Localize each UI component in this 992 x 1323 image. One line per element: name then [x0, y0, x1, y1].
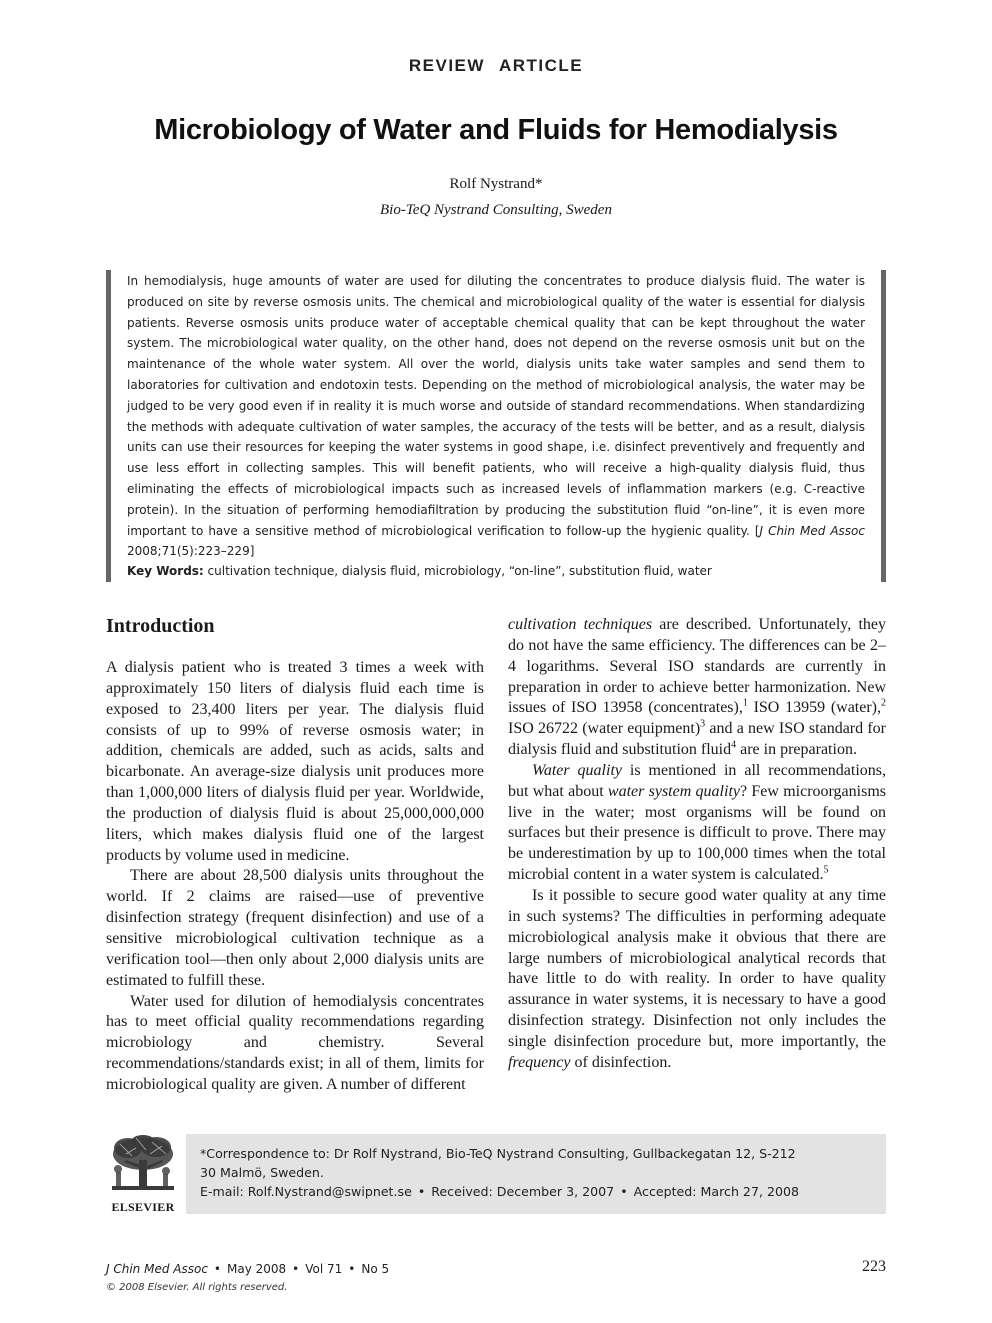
keywords [127, 564, 865, 578]
bullet-separator: • [417, 1184, 426, 1199]
section-label [0, 56, 992, 76]
correspondence-line: 30 Malmö, Sweden. [200, 1165, 324, 1180]
text-run: ISO 26722 (water equipment) [508, 720, 701, 738]
bullet-separator: • [213, 1262, 221, 1276]
text-run: are described. Unfortunately, they do not have the same efficiency. The differences can be 2–4 logarithms. Several ISO standards are currently in preparation in order to achieve better harmonization. New issues of ISO 13958 (concentrates), [508, 616, 886, 717]
emphasis: frequency [508, 1053, 571, 1071]
accepted-date: Accepted: March 27, 2008 [633, 1184, 800, 1199]
author-affiliation: Bio-TeQ Nystrand Consulting, Sweden [380, 202, 612, 218]
email-link[interactable]: E-mail: Rolf.Nystrand@swipnet.se [200, 1184, 412, 1199]
paragraph [508, 761, 886, 886]
keywords-list: cultivation technique, dialysis fluid, microbiology, “on-line”, substitution fluid, water [203, 564, 712, 578]
bullet-separator: • [348, 1262, 356, 1276]
abstract-box [106, 270, 886, 582]
reference-link[interactable]: 1 [742, 698, 748, 710]
article-title: Microbiology of Water and Fluids for Hemodialysis [154, 114, 838, 146]
footer-date: May 2008 [227, 1262, 287, 1276]
paragraph: There are about 28,500 dialysis units throughout the world. If 2 claims are raised—use of preventive disinfection strategy (frequent disinfection) and use of a sensitive microbiological cultivation technique as a verification tool—then only about 2,000 dialysis units are estimated to fulfill these. [106, 867, 484, 989]
abstract-body: In hemodialysis, huge amounts of water are used for diluting the concentrates to produce dialysis fluid. The water is produced on site by reverse osmosis units. The chemical and microbiological quality of the water is essential for dialysis patients. Reverse osmosis units produce water of acceptable chemical quality that can be kept throughout the water system. The microbiological water quality, on the other hand, does not depend on the reverse osmosis unit but on the maintenance of the whole water system. All over the world, dialysis units take water samples and send them to laboratories for cultivation and endotoxin tests. Depending on the method of microbiological analysis, the water may be judged to be very good even if in reality it is much worse and outside of standard recommendations. When standardizing the methods with adequate cultivation of water samples, the accuracy of the tests will be better, and as a result, dialysis units can use their resources for keeping the water systems in good shape, i.e. disinfect preventively and frequently and use less effort in collecting samples. This will benefit patients, who will receive a high-quality dialysis fluid, thus eliminating the effects of microbiological impacts such as increased levels of inflammation markers (e.g. C-reactive protein). In the situation of performing hemodiafiltration by producing the substitution fluid “on-line”, it is even more important to have a sensitive method of microbiological verification to follow-up the hygienic quality. [ [127, 274, 865, 538]
publisher-name: ELSEVIER [111, 1200, 175, 1214]
paragraph [508, 886, 886, 1074]
elsevier-tree-icon [106, 1134, 180, 1200]
emphasis: water system quality [607, 782, 740, 800]
footer-issue: No 5 [361, 1262, 390, 1276]
emphasis: cultivation techniques [508, 616, 653, 633]
journal-footer [106, 1262, 389, 1276]
page-number: 223 [862, 1258, 886, 1275]
correspondence-dates [200, 1182, 872, 1201]
section-label-word: ARTICLE [498, 56, 584, 75]
reference-link[interactable]: 4 [731, 739, 737, 751]
text-run: is mentioned in all recommendations, but what about [508, 761, 886, 800]
reference-link[interactable]: 5 [823, 864, 829, 876]
footer-volume: Vol 71 [305, 1262, 343, 1276]
abstract-text [127, 271, 865, 562]
text-run: ? Few microorganisms live in the water; most organisms will be found on surfaces but their presence is difficult to prove. There may be underestimation by up to 100,000 times when the total microbial content in a water system is calculated. [508, 782, 887, 884]
reference-link[interactable]: 2 [881, 698, 887, 710]
keywords-label: Key Words: [127, 564, 204, 578]
section-label-word: REVIEW [408, 56, 485, 75]
body-column-right [508, 615, 886, 1074]
body-column-left [106, 614, 484, 1096]
author-name: Rolf Nystrand* [449, 176, 543, 192]
text-run: Is it possible to secure good water quality at any time in such systems? The difficulties in performing adequate microbiological analysis make it obvious that there are large numbers of microbiological analytical records that have little to do with reality. In order to have quality assurance in water systems, it is necessary to have a good disinfection strategy. Disinfection not only includes the single disinfection procedure but, more importantly, the [508, 886, 886, 1050]
text-run: ISO 13959 (water), [747, 699, 882, 717]
paragraph: Water used for dilution of hemodialysis concentrates has to meet official quality recommendations regarding microbiology and chemistry. Several recommendations/standards exist; in all of them, limits for microbiological quality are given. A number of different [106, 992, 484, 1093]
paragraph: A dialysis patient who is treated 3 times a week with approximately 150 liters of dialysis fluid each time is exposed to 23,400 liters per year. The dialysis fluid consists of up to 99% of reverse osmosis water; in addition, chemicals are added, such as acids, salts and bicarbonate. An average-size dialysis unit produces more than 1,000,000 liters of dialysis fluid per year. Worldwide, the production of dialysis fluid is about 25,000,000,000 liters, which makes dialysis fluid one of the largest products by volume used in medicine. [106, 659, 484, 864]
publisher-logo [106, 1134, 180, 1214]
footer-journal: J Chin Med Assoc [106, 1262, 208, 1276]
correspondence-box [106, 1134, 886, 1214]
bullet-separator: • [620, 1184, 628, 1199]
paragraph [508, 615, 886, 761]
correspondence-line: *Correspondence to: Dr Rolf Nystrand, Bio-TeQ Nystrand Consulting, Gullbackegatan 12, S-212 [200, 1146, 796, 1161]
bullet-separator: • [292, 1262, 300, 1276]
section-heading: Introduction [106, 615, 215, 637]
reference-link[interactable]: 3 [700, 718, 706, 730]
text-run: are in preparation. [736, 741, 857, 759]
text-run: and a new ISO standard for dialysis fluid and substitution fluid [508, 720, 886, 759]
correspondence-info [186, 1134, 886, 1214]
abstract-citation-journal: J Chin Med Assoc [759, 523, 865, 538]
text-run: of disinfection. [570, 1053, 672, 1071]
received-date: Received: December 3, 2007 [431, 1184, 615, 1199]
copyright: © 2008 Elsevier. All rights reserved. [106, 1282, 288, 1293]
abstract-citation: 2008;71(5):223–229] [127, 544, 255, 559]
emphasis: Water quality [532, 761, 622, 779]
